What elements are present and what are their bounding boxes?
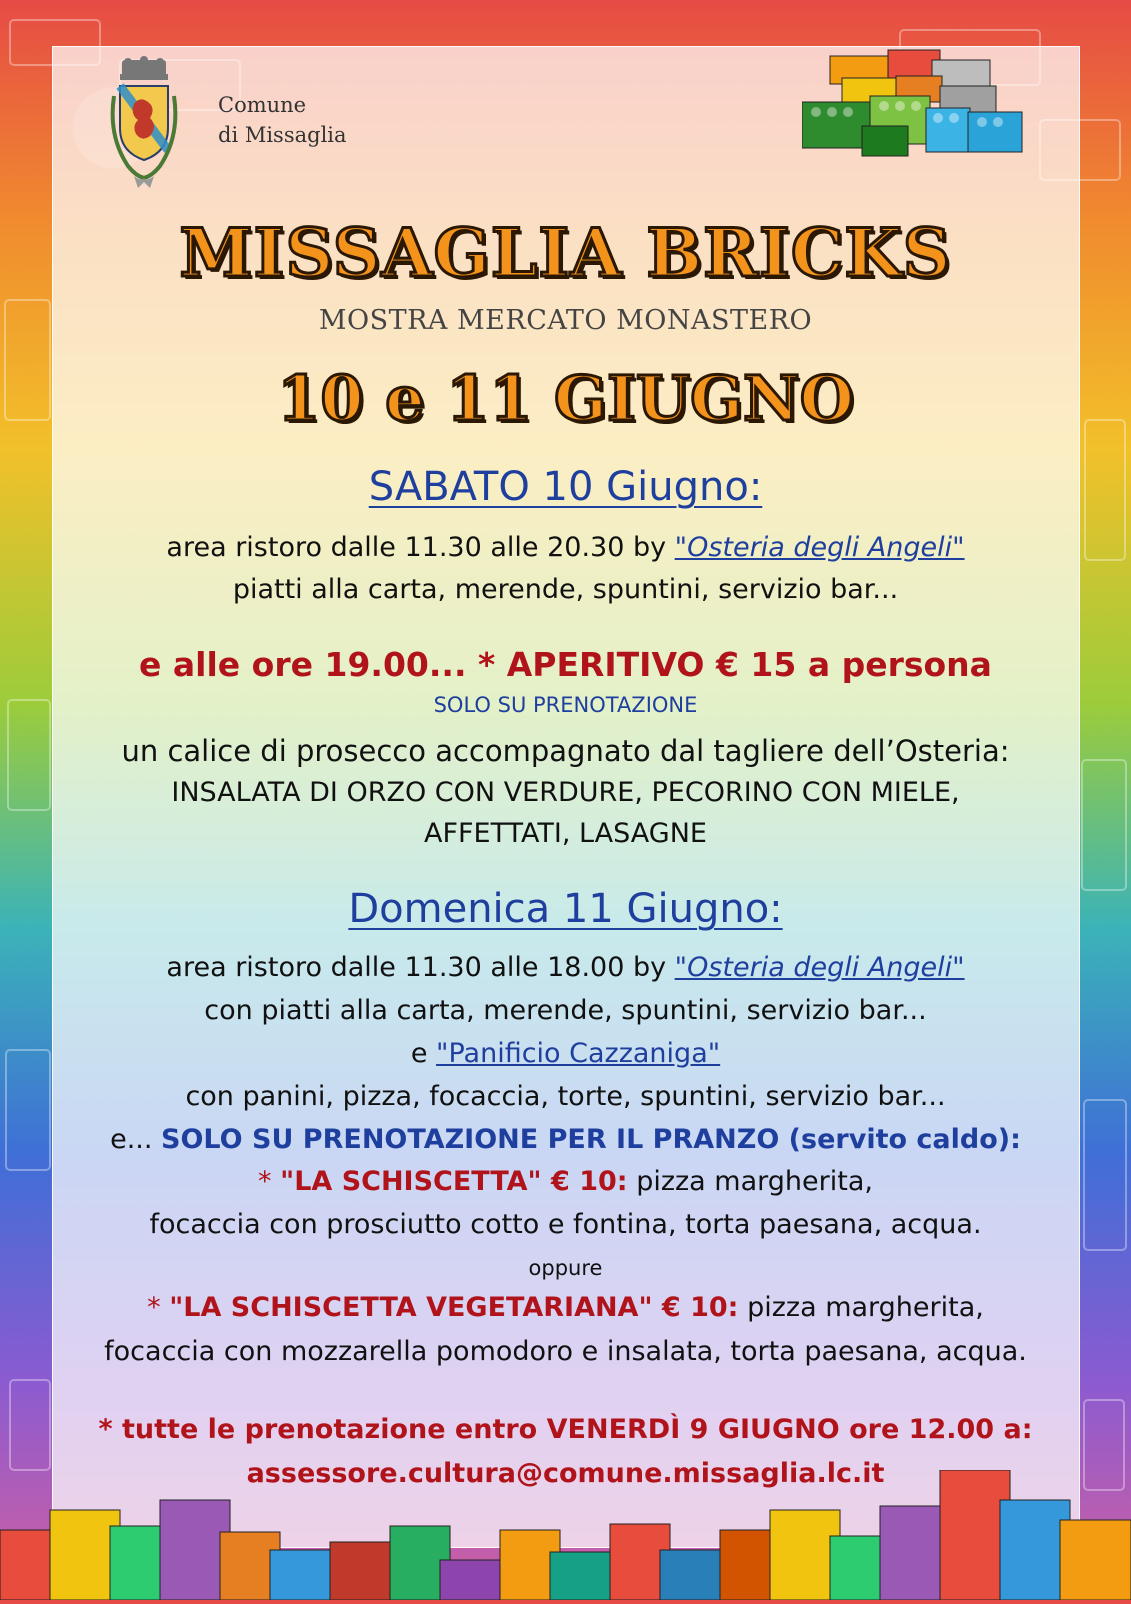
booking-note: SOLO SU PRENOTAZIONE — [433, 693, 698, 717]
saturday-line5: AFFETTATI, LASAGNE — [424, 818, 707, 849]
oppure-label: oppure — [528, 1256, 603, 1280]
menu1-star: * — [258, 1166, 272, 1197]
menu2-rest: pizza margherita, — [747, 1292, 984, 1323]
sunday-line5 — [0, 1124, 1131, 1155]
saturday-line2: piatti alla carta, merende, spuntini, servizio bar... — [232, 574, 899, 605]
event-dates: 10 e 11 GIUGNO — [277, 362, 854, 435]
sunday-line5-prefix: e... — [110, 1124, 153, 1155]
sunday-line1-prefix: area ristoro dalle 11.30 alle 18.00 by — [166, 952, 667, 983]
comune-line1: Comune — [218, 93, 307, 117]
event-subtitle: MOSTRA MERCATO MONASTERO — [318, 305, 813, 336]
osteria-link[interactable]: "Osteria degli Angeli" — [674, 532, 965, 563]
saturday-heading: SABATO 10 Giugno: — [368, 464, 763, 510]
menu1-line2: focaccia con prosciutto cotto e fontina, torta paesana, acqua. — [149, 1209, 982, 1240]
menu1-rest: pizza margherita, — [636, 1166, 873, 1197]
contact-email[interactable]: assessore.cultura@comune.missaglia.lc.it — [246, 1458, 885, 1489]
menu2-line — [0, 1292, 1131, 1323]
bottom-bricks-decoration — [0, 1470, 1131, 1600]
menu2-name: "LA SCHISCETTA VEGETARIANA" € 10: — [169, 1292, 739, 1323]
osteria-link-sunday[interactable]: "Osteria degli Angeli" — [674, 952, 965, 983]
saturday-line4: INSALATA DI ORZO CON VERDURE, PECORINO CON MIELE, — [171, 777, 960, 808]
menu1-line — [0, 1166, 1131, 1197]
lunch-booking-note: SOLO SU PRENOTAZIONE PER IL PRANZO (servito caldo): — [161, 1124, 1021, 1155]
deadline-note: * tutte le prenotazione entro VENERDÌ 9 GIUGNO ore 12.00 a: — [98, 1414, 1033, 1445]
bricks-pile-icon — [802, 46, 1024, 158]
saturday-line1-prefix: area ristoro dalle 11.30 alle 20.30 by — [166, 532, 667, 563]
event-title: MISSAGLIA BRICKS — [179, 214, 952, 292]
aperitivo-line: e alle ore 19.00... * APERITIVO € 15 a persona — [139, 645, 992, 684]
menu2-line2: focaccia con mozzarella pomodoro e insalata, torta paesana, acqua. — [104, 1336, 1027, 1367]
comune-line2: di Missaglia — [218, 123, 347, 147]
sunday-heading: Domenica 11 Giugno: — [348, 886, 783, 932]
comune-name — [218, 90, 347, 150]
menu2-star: * — [147, 1292, 161, 1323]
panificio-link[interactable]: "Panificio Cazzaniga" — [436, 1038, 721, 1069]
sunday-line1 — [0, 952, 1131, 983]
comune-crest-icon — [106, 56, 182, 190]
saturday-line1 — [0, 532, 1131, 563]
sunday-line2: con piatti alla carta, merende, spuntini, servizio bar... — [204, 995, 927, 1026]
menu1-name: "LA SCHISCETTA" € 10: — [280, 1166, 628, 1197]
sunday-line3-prefix: e — [410, 1038, 428, 1069]
sunday-line4: con panini, pizza, focaccia, torte, spuntini, servizio bar... — [185, 1081, 946, 1112]
sunday-line3 — [0, 1038, 1131, 1069]
saturday-line3: un calice di prosecco accompagnato dal tagliere dell’Osteria: — [121, 734, 1010, 768]
